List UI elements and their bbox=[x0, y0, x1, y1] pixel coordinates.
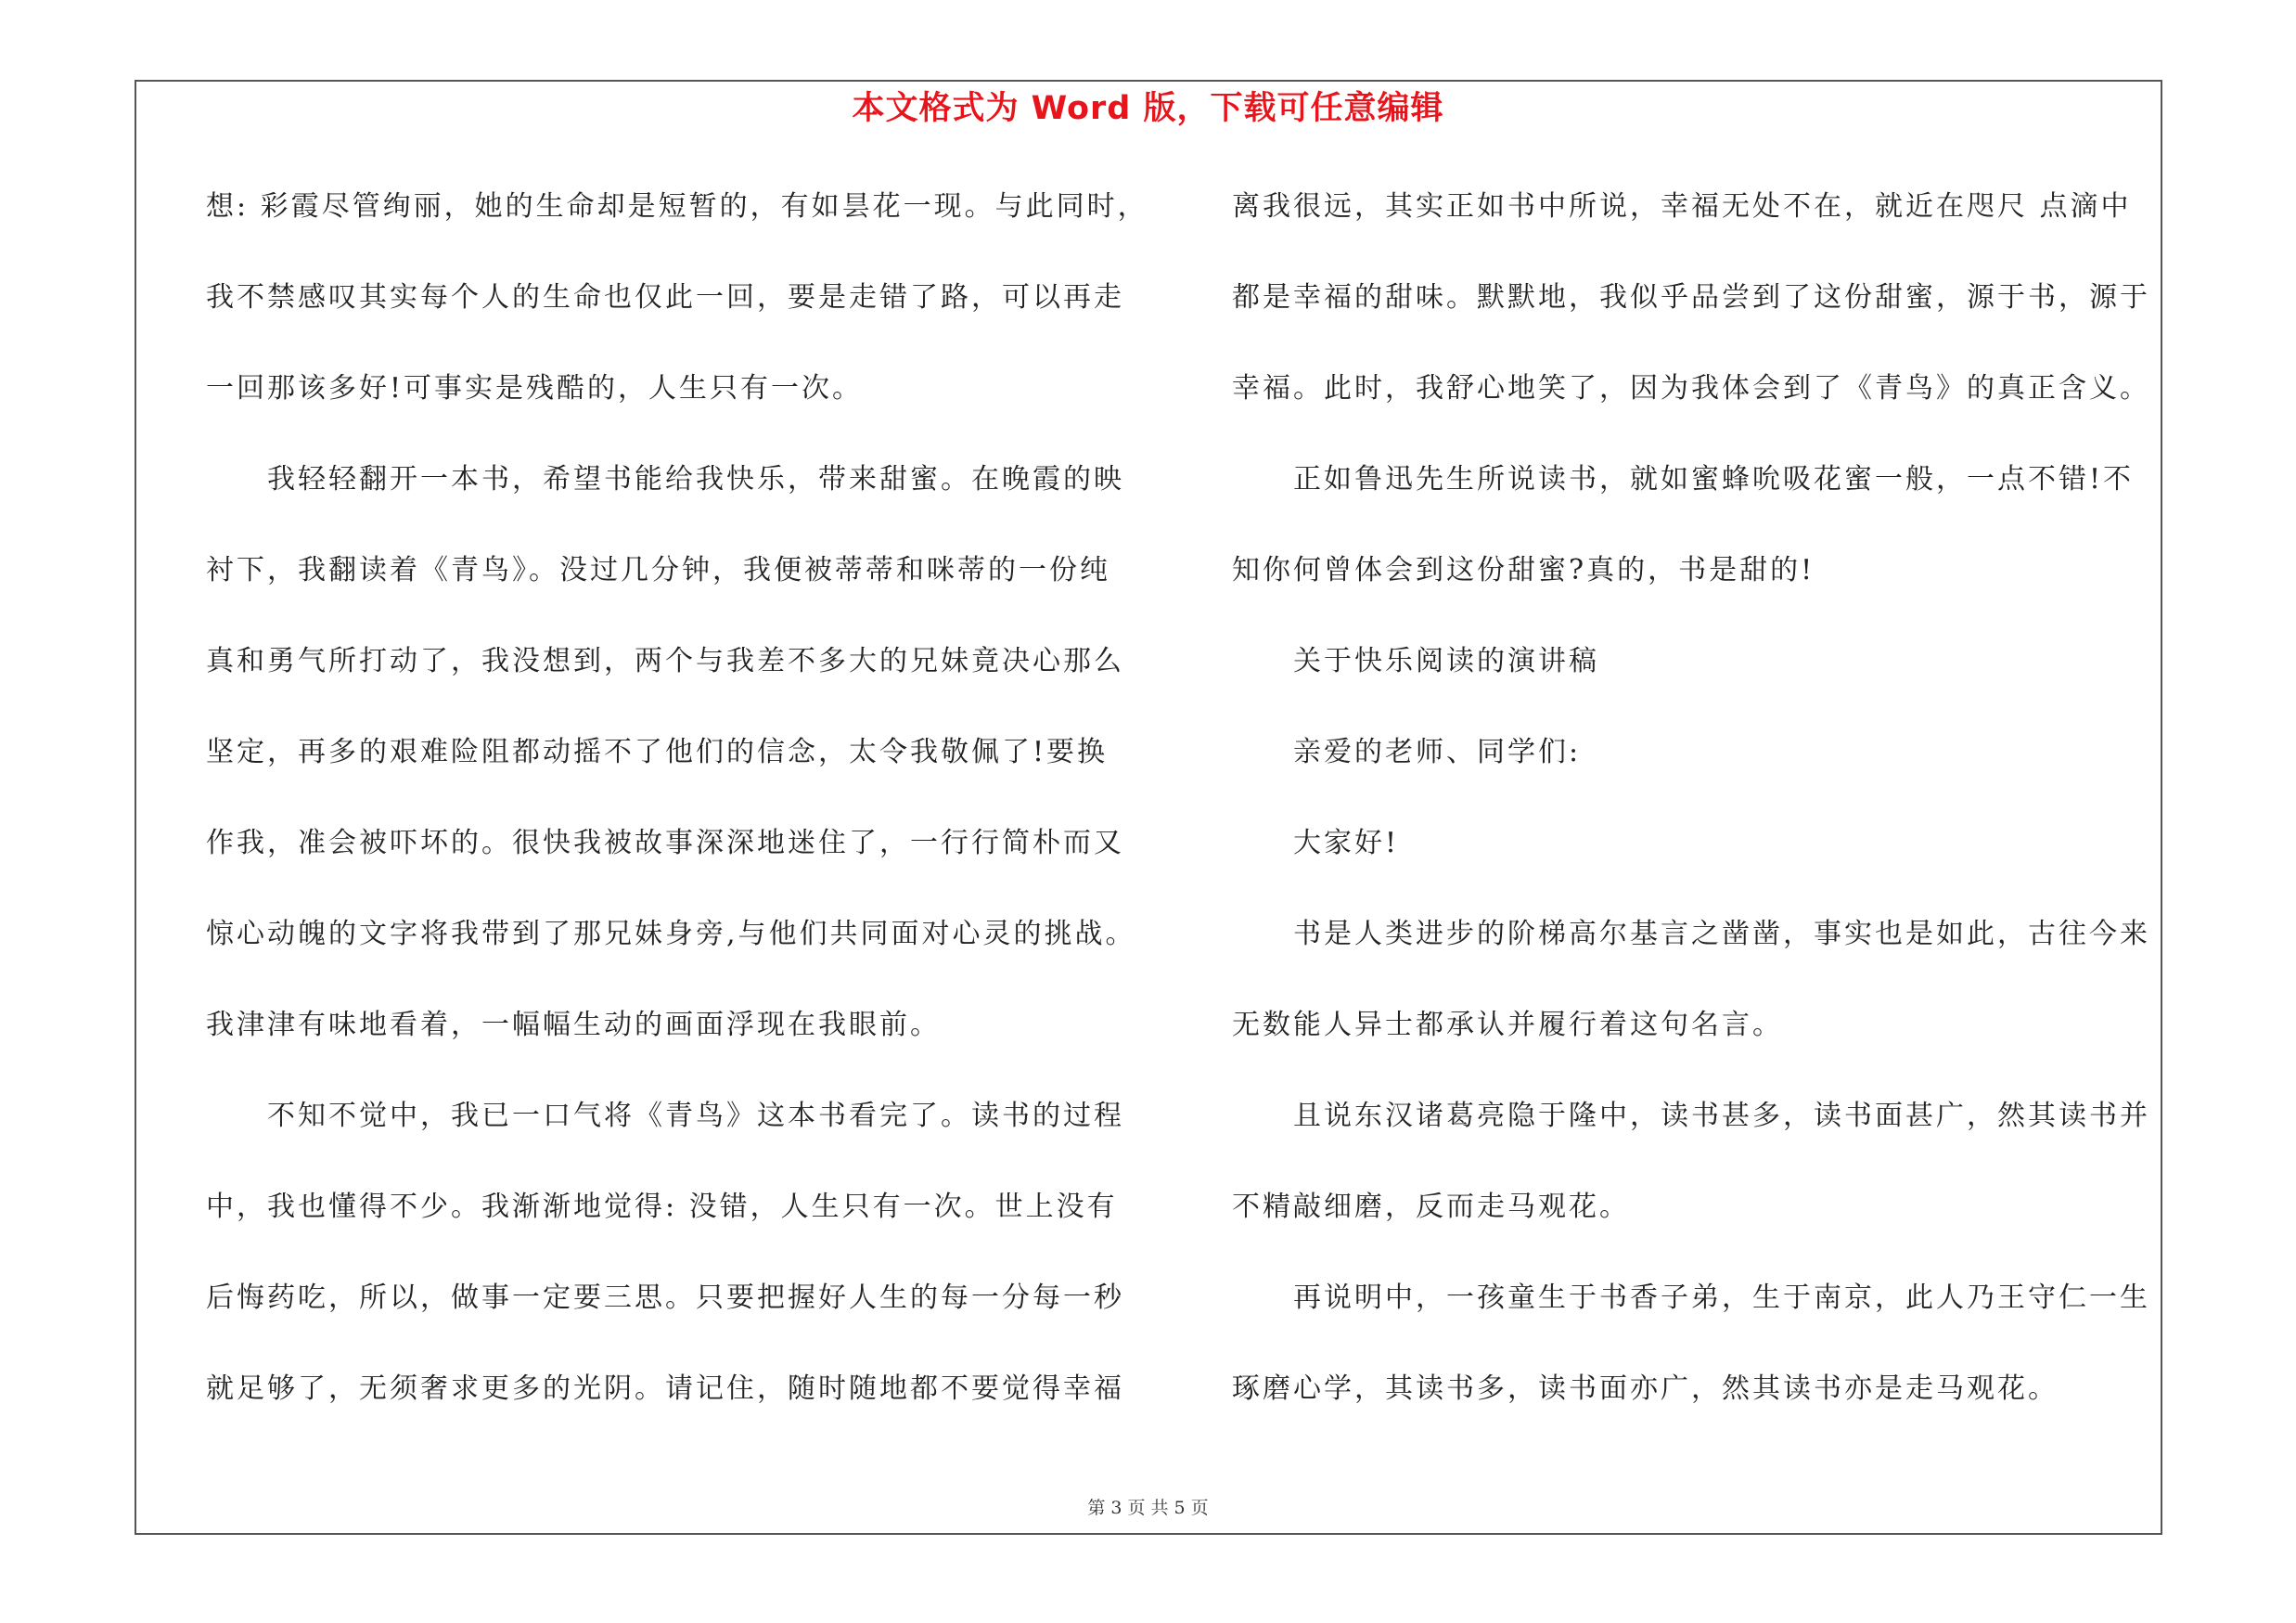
page-number: 第 3 页 共 5 页 bbox=[1087, 1498, 1209, 1518]
text-line: 衬下，我翻读着《青鸟》。没过几分钟，我便被蒂蒂和咪蒂的一份纯 bbox=[206, 554, 1110, 586]
text-line: 后悔药吃，所以，做事一定要三思。只要把握好人生的每一分每一秒 bbox=[206, 1282, 1124, 1314]
text-line: 作我，准会被吓坏的。很快我被故事深深地迷住了，一行行简朴而又 bbox=[206, 827, 1124, 859]
text-line: 知你何曾体会到这份甜蜜?真的，书是甜的! bbox=[1232, 554, 1815, 586]
right-column bbox=[1232, 184, 2169, 1457]
text-line: 我轻轻翻开一本书，希望书能给我快乐，带来甜蜜。在晚霞的映 bbox=[267, 463, 1124, 496]
text-line: 都是幸福的甜味。默默地，我似乎品尝到了这份甜蜜，源于书，源于 bbox=[1232, 281, 2150, 314]
text-line: 无数能人异士都承认并履行着这句名言。 bbox=[1232, 1009, 1783, 1041]
text-line: 中，我也懂得不少。我渐渐地觉得: 没错，人生只有一次。世上没有 bbox=[206, 1191, 1118, 1223]
text-line: 一回那该多好!可事实是残酷的，人生只有一次。 bbox=[206, 372, 864, 405]
text-line: 琢磨心学，其读书多，读书面亦广，然其读书亦是走马观花。 bbox=[1232, 1372, 2059, 1405]
salutation: 亲爱的老师、同学们: bbox=[1293, 736, 1582, 768]
text-line: 正如鲁迅先生所说读书，就如蜜蜂吮吸花蜜一般，一点不错!不 bbox=[1293, 463, 2135, 496]
text-line: 我津津有味地看着，一幅幅生动的画面浮现在我眼前。 bbox=[206, 1009, 941, 1041]
text-line: 我不禁感叹其实每个人的生命也仅此一回，要是走错了路，可以再走 bbox=[206, 281, 1124, 314]
text-line: 书是人类进步的阶梯高尔基言之凿凿，事实也是如此，古往今来 bbox=[1293, 918, 2150, 950]
text-line: 且说东汉诸葛亮隐于隆中，读书甚多，读书面甚广，然其读书并 bbox=[1293, 1100, 2150, 1132]
text-line: 想: 彩霞尽管绚丽，她的生命却是短暂的，有如昙花一现。与此同时， bbox=[206, 190, 1148, 223]
text-line: 离我很远，其实正如书中所说，幸福无处不在，就近在咫尺 点滴中 bbox=[1232, 190, 2132, 223]
text-line: 真和勇气所打动了，我没想到，两个与我差不多大的兄妹竟决心那么 bbox=[206, 645, 1124, 677]
left-column bbox=[206, 184, 1148, 1457]
section-title: 关于快乐阅读的演讲稿 bbox=[1293, 645, 1599, 677]
text-line: 惊心动魄的文字将我带到了那兄妹身旁,与他们共同面对心灵的挑战。 bbox=[206, 918, 1136, 950]
text-line: 幸福。此时，我舒心地笑了，因为我体会到了《青鸟》的真正含义。 bbox=[1232, 372, 2150, 405]
greeting: 大家好! bbox=[1293, 827, 1400, 859]
text-line: 再说明中，一孩童生于书香子弟，生于南京，此人乃王守仁一生 bbox=[1293, 1282, 2150, 1314]
text-line: 不知不觉中，我已一口气将《青鸟》这本书看完了。读书的过程 bbox=[267, 1100, 1124, 1132]
editable-notice-banner: 本文格式为 Word 版，下载可任意编辑 bbox=[852, 90, 1444, 127]
text-line: 坚定，再多的艰难险阻都动摇不了他们的信念，太令我敬佩了!要换 bbox=[206, 736, 1109, 768]
text-line: 就足够了，无须奢求更多的光阴。请记住，随时随地都不要觉得幸福 bbox=[206, 1372, 1124, 1405]
text-line: 不精敲细磨，反而走马观花。 bbox=[1232, 1191, 1630, 1223]
